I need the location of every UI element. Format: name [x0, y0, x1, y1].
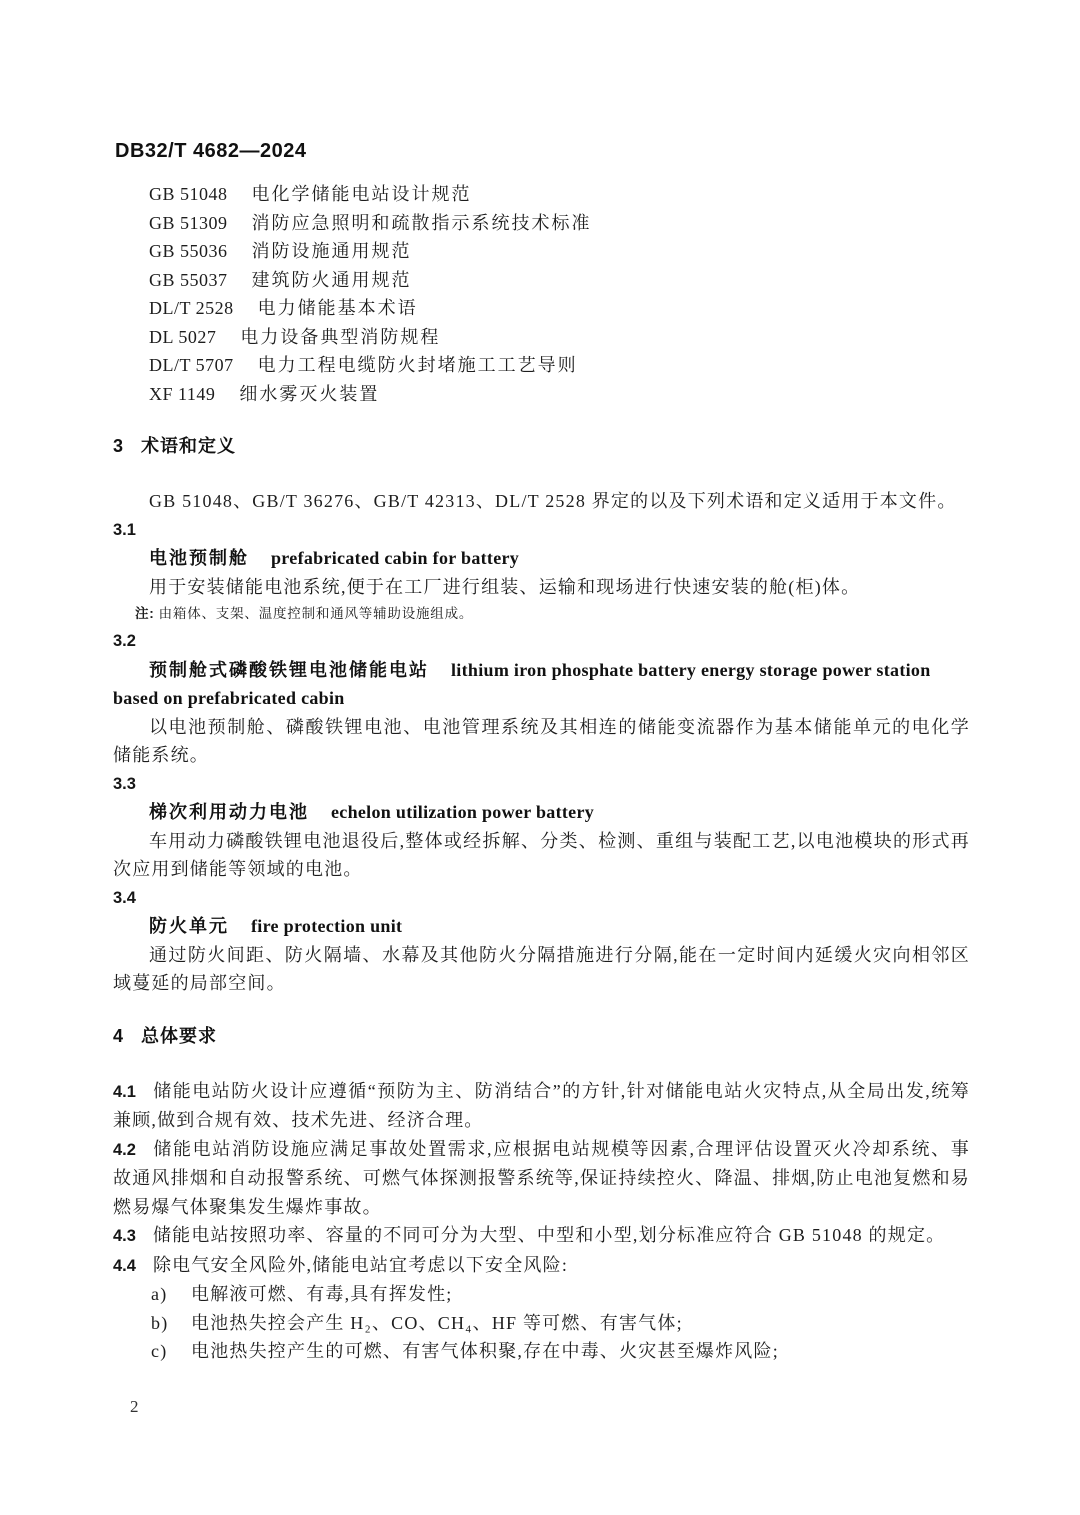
clause-4-2-number: 4.2 [113, 1140, 136, 1159]
note-text: 由箱体、支架、温度控制和通风等辅助设施组成。 [158, 606, 474, 621]
term-3-1-definition: 用于安装储能电池系统,便于在工厂进行组装、运输和现场进行快速安装的舱(柜)体。 [149, 576, 861, 597]
section-4-number: 4 [113, 1025, 124, 1046]
risk-item-c-text: 电池热失控产生的可燃、有害气体积聚,存在中毒、火灾甚至爆炸风险; [191, 1341, 779, 1361]
reference-code: DL 5027 [149, 326, 217, 347]
clause-4-2 [113, 1135, 970, 1222]
note-label: 注: [135, 606, 155, 621]
reference-item [149, 294, 970, 323]
document-code: DB32/T 4682—2024 [115, 140, 307, 162]
section-4-title: 总体要求 [141, 1025, 218, 1046]
clause-4-4-text: 除电气安全风险外,储能电站宜考虑以下安全风险: [152, 1254, 569, 1275]
section-3-title: 术语和定义 [141, 436, 237, 456]
term-3-2-number: 3.2 [113, 632, 136, 650]
reference-code: GB 51048 [149, 184, 228, 204]
reference-code: DL/T 2528 [149, 298, 234, 318]
reference-item [149, 237, 970, 266]
section-3-heading [113, 432, 970, 461]
reference-title: 电力设备典型消防规程 [240, 326, 441, 347]
term-3-1-en: prefabricated cabin for battery [271, 548, 520, 568]
term-3-1-zh: 电池预制舱 [149, 548, 249, 568]
term-3-3-number: 3.3 [113, 774, 136, 793]
reference-code: GB 55037 [149, 269, 228, 290]
reference-item [149, 323, 970, 352]
section-4-heading [113, 1022, 970, 1051]
reference-title: 电化学储能电站设计规范 [251, 184, 472, 204]
clause-4-3-text: 储能电站按照功率、容量的不同可分为大型、中型和小型,划分标准应符合 GB 51048 的规定。 [152, 1225, 946, 1245]
clause-4-1-number: 4.1 [113, 1082, 136, 1101]
reference-code: XF 1149 [149, 383, 216, 404]
risk-item-b-marker: b) [151, 1312, 169, 1333]
normative-references-list [113, 180, 970, 408]
term-3-1-note [135, 601, 970, 627]
reference-title: 电力工程电缆防火封堵施工工艺导则 [257, 355, 578, 375]
reference-title: 消防设施通用规范 [251, 241, 412, 261]
clause-4-2-text: 储能电站消防设施应满足事故处置需求,应根据电站规模等因素,合理评估设置灭火冷却系统、事故通风排烟和自动报警系统、可燃气体探测报警系统等,保证持续控火、降温、排烟,防止电池复燃和易燃易爆气体聚集发生爆炸事故。 [113, 1138, 970, 1217]
term-3-4-zh: 防火单元 [149, 916, 229, 936]
reference-item [149, 351, 970, 380]
reference-title: 消防应急照明和疏散指示系统技术标准 [251, 212, 592, 233]
reference-item [149, 180, 970, 209]
term-3-1-number: 3.1 [113, 520, 136, 539]
risk-item-a-text: 电解液可燃、有毒,具有挥发性; [191, 1284, 453, 1304]
term-3-1-heading [113, 544, 970, 573]
term-3-2-en: lithium iron phosphate battery energy storage power station based on prefabricated cabin [113, 659, 931, 708]
risk-item-a-marker: a) [151, 1284, 168, 1304]
clause-4-3 [113, 1221, 970, 1251]
risk-item-c [113, 1337, 970, 1366]
section-3-intro: GB 51048、GB/T 36276、GB/T 42313、DL/T 2528 界定的以及下列术语和定义适用于本文件。 [149, 491, 957, 511]
term-3-2-definition: 以电池预制舱、磷酸铁锂电池、电池管理系统及其相连的储能变流器作为基本储能单元的电化学储能系统。 [113, 716, 970, 765]
reference-item [149, 380, 970, 409]
reference-item [149, 209, 970, 238]
term-3-3-zh: 梯次利用动力电池 [149, 802, 309, 822]
reference-item [149, 266, 970, 295]
term-3-3-heading [113, 798, 970, 827]
clause-4-4-number: 4.4 [113, 1256, 136, 1275]
risk-item-b-text: 电池热失控会产生 H₂、CO、CH₄、HF 等可燃、有害气体; [191, 1312, 683, 1333]
term-3-4-definition: 通过防火间距、防火隔墙、水幕及其他防火分隔措施进行分隔,能在一定时间内延缓火灾向相邻区域蔓延的局部空间。 [113, 944, 970, 993]
reference-title: 细水雾灭火装置 [239, 383, 380, 404]
risk-item-a [113, 1280, 970, 1309]
risk-item-b [113, 1309, 970, 1338]
term-3-2-heading [113, 656, 970, 713]
reference-code: GB 51309 [149, 212, 228, 233]
term-3-3-definition: 车用动力磷酸铁锂电池退役后,整体或经拆解、分类、检测、重组与装配工艺,以电池模块的形式再次应用到储能等领域的电池。 [113, 830, 970, 879]
term-3-2-zh: 预制舱式磷酸铁锂电池储能电站 [149, 659, 429, 680]
term-3-4-en: fire protection unit [251, 916, 403, 936]
clause-4-3-number: 4.3 [113, 1227, 136, 1245]
reference-code: GB 55036 [149, 241, 228, 261]
risk-item-c-marker: c) [151, 1341, 168, 1361]
page-number: 2 [130, 1397, 139, 1416]
section-3-number: 3 [113, 436, 124, 456]
reference-title: 电力储能基本术语 [257, 298, 418, 318]
clause-4-4 [113, 1251, 970, 1281]
term-3-3-en: echelon utilization power battery [331, 802, 595, 822]
clause-4-1-text: 储能电站防火设计应遵循“预防为主、防消结合”的方针,针对储能电站火灾特点,从全局出发,统筹兼顾,做到合规有效、技术先进、经济合理。 [113, 1080, 970, 1130]
term-3-4-heading [113, 912, 970, 941]
term-3-4-number: 3.4 [113, 888, 136, 907]
reference-title: 建筑防火通用规范 [251, 269, 412, 290]
clause-4-1 [113, 1077, 970, 1135]
reference-code: DL/T 5707 [149, 355, 234, 375]
